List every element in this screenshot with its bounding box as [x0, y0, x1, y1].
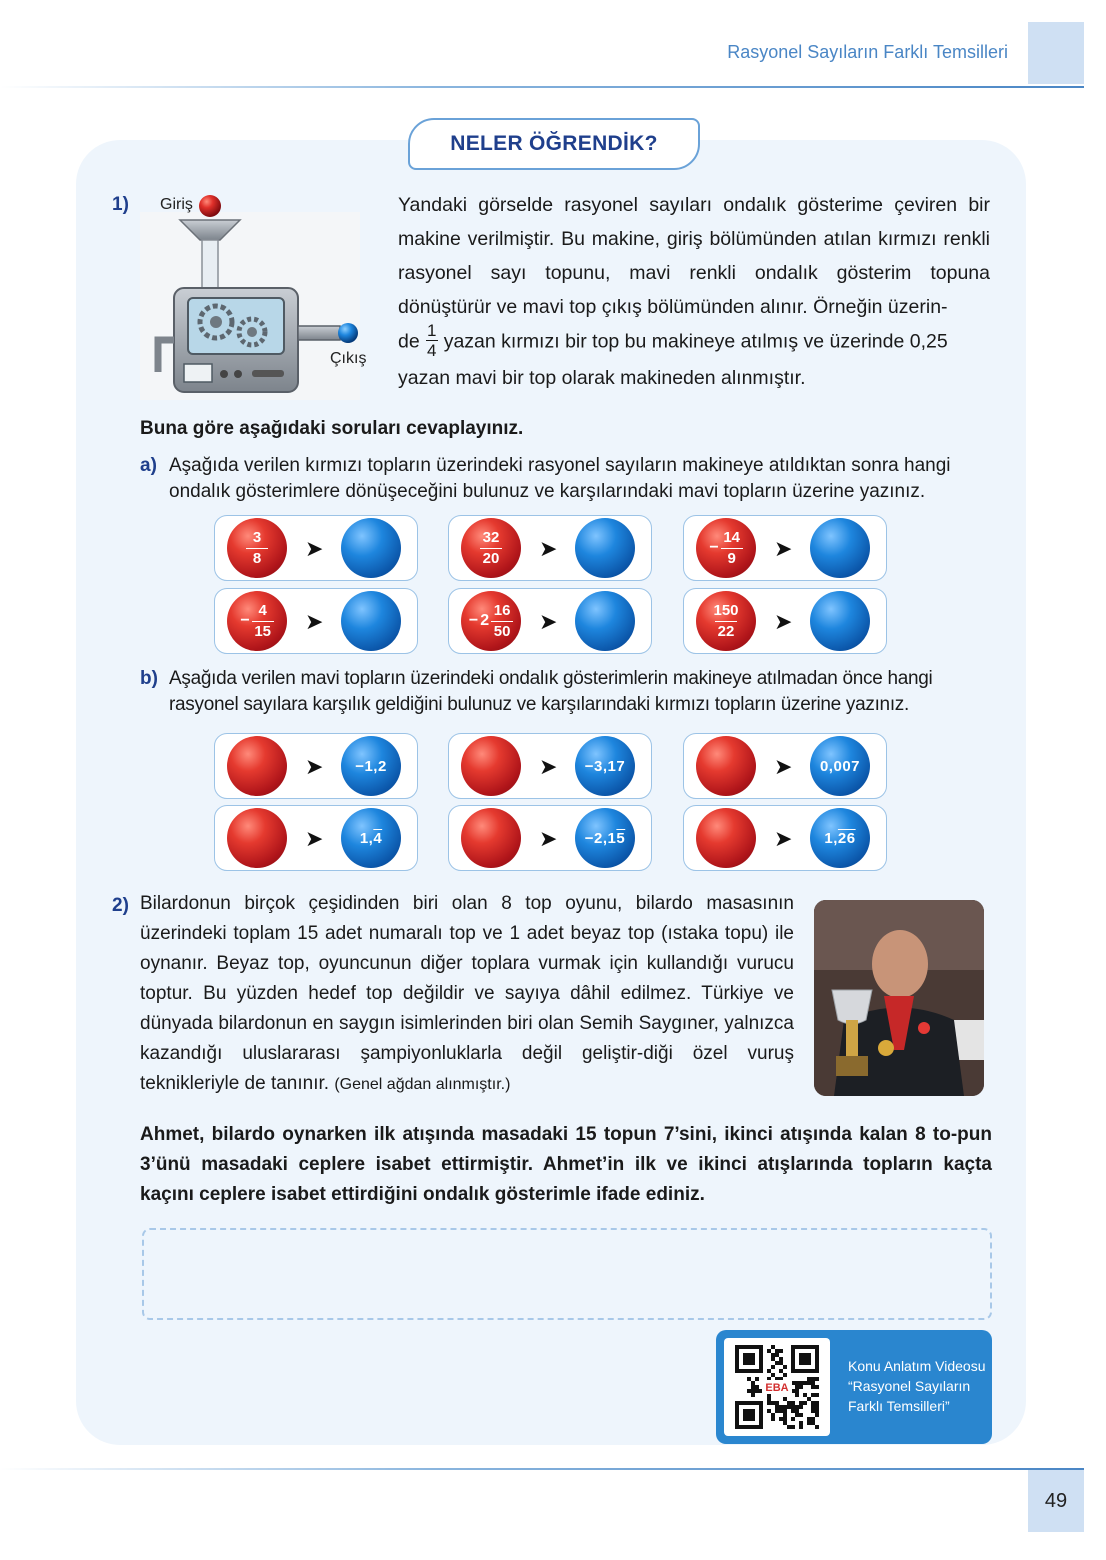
blue-ball-answer[interactable]	[341, 591, 401, 651]
blue-ball-answer[interactable]	[341, 518, 401, 578]
converter-machine-illustration	[140, 190, 370, 400]
fraction	[721, 530, 743, 567]
fraction-sign: −	[240, 612, 250, 629]
red-ball-answer[interactable]	[461, 808, 521, 868]
fraction-numerator: 16	[493, 601, 511, 619]
blue-ball	[341, 808, 401, 868]
red-ball-answer[interactable]	[696, 736, 756, 796]
question-2-source: (Genel ağdan alınmıştır.)	[334, 1076, 511, 1093]
video-caption-line-2: “Rasyonel Sayıların	[848, 1378, 971, 1394]
fraction-whole: 2	[480, 612, 490, 629]
fraction-denominator: 9	[727, 549, 736, 567]
red-ball	[461, 518, 521, 578]
ball-pair	[214, 515, 418, 581]
fraction	[246, 530, 268, 567]
fraction-label	[246, 530, 268, 567]
example-fraction-numerator: 1	[426, 321, 437, 340]
arrow-icon: ➤	[539, 826, 558, 851]
decimal-suffix: 17	[607, 757, 626, 775]
video-link-card[interactable]	[716, 1330, 992, 1444]
fraction-bar	[480, 548, 502, 549]
fraction-bar	[246, 548, 268, 549]
decimal-label	[585, 758, 625, 775]
red-ball-answer[interactable]	[696, 808, 756, 868]
fraction	[480, 530, 502, 567]
blue-ball-answer[interactable]	[810, 518, 870, 578]
paragraph-part-1: Yandaki görselde rasyonel sayıları ondalık gösterime çeviren bir makine verilmiştir. Bu makine, giriş bölümünden atılan kırmızı renkli rasyonel sayı topunu, mavi renkli ondalık gösterim topuna dönüştürür ve mavi top çıkış bölümünden alınır. Örneğin üzerin-	[398, 194, 990, 318]
sub-question-b-text: Aşağıda verilen mavi topların üzerindeki ondalık gösterimlerin makineye atılmadan önce hangi rasyonel sayılara karşılık geldiğini bulunuz ve karşılarındaki kırmızı topların üzerine yazınız.	[169, 668, 933, 715]
decimal-repeating-part: 4	[373, 829, 383, 847]
page-number: 49	[1028, 1470, 1084, 1532]
answer-box[interactable]	[142, 1228, 992, 1320]
sub-question-a-letter: a)	[140, 455, 157, 476]
decimal-label	[585, 830, 625, 847]
red-ball	[227, 591, 287, 651]
decimal-prefix: 1,	[359, 829, 374, 847]
decimal-prefix: −3,	[584, 757, 608, 775]
arrow-icon: ➤	[774, 754, 793, 779]
question-1-paragraph	[398, 188, 990, 395]
red-ball	[696, 591, 756, 651]
red-ball	[461, 591, 521, 651]
ball-pair	[683, 805, 887, 871]
machine-input-label: Giriş	[160, 196, 193, 213]
blue-ball	[810, 736, 870, 796]
arrow-icon: ➤	[305, 826, 324, 851]
question-2-number: 2)	[112, 895, 129, 916]
fraction-numerator: 14	[723, 528, 741, 546]
fraction-bar	[721, 548, 743, 549]
section-banner: NELER ÖĞRENDİK?	[408, 118, 700, 170]
blue-ball-answer[interactable]	[810, 591, 870, 651]
arrow-icon: ➤	[774, 826, 793, 851]
ball-pair	[683, 588, 887, 654]
example-fraction	[426, 322, 438, 359]
fraction-sign: −	[709, 539, 719, 556]
arrow-icon: ➤	[539, 609, 558, 634]
qr-code[interactable]	[724, 1338, 830, 1436]
arrow-icon: ➤	[539, 754, 558, 779]
header-divider	[0, 86, 1084, 88]
blue-ball	[810, 808, 870, 868]
arrow-icon: ➤	[305, 536, 324, 561]
fraction-sign: −	[468, 612, 479, 629]
decimal-prefix: −2,1	[584, 829, 617, 847]
video-caption	[848, 1356, 988, 1416]
sub-question-b-letter: b)	[140, 668, 158, 689]
decimal-label	[820, 758, 860, 775]
machine-output-label: Çıkış	[330, 350, 367, 367]
question-2-paragraph	[140, 889, 794, 1100]
arrow-icon: ➤	[539, 536, 558, 561]
decimal-prefix: 1,	[824, 829, 838, 847]
red-ball	[227, 518, 287, 578]
red-ball-answer[interactable]	[227, 808, 287, 868]
ball-pair	[448, 588, 652, 654]
qr-badge-text: EBA	[765, 1382, 789, 1394]
paragraph-part-2: yazan kırmızı bir top bu makineye atılmış ve üzerinde 0,25	[443, 330, 948, 353]
example-fraction-denominator: 4	[426, 341, 437, 360]
blue-ball	[575, 808, 635, 868]
fraction-denominator: 50	[493, 622, 511, 640]
fraction-numerator: 3	[252, 528, 262, 546]
footer-divider	[0, 1468, 1084, 1470]
ball-pair	[448, 515, 652, 581]
fraction-label	[240, 603, 273, 640]
video-caption-line-1: Konu Anlatım Videosu	[848, 1358, 986, 1374]
fraction-numerator: 4	[258, 601, 267, 619]
arrow-icon: ➤	[774, 609, 793, 634]
fraction-denominator: 8	[252, 549, 262, 567]
decimal-prefix: 0,007	[819, 757, 861, 775]
arrow-icon: ➤	[774, 536, 793, 561]
fraction-denominator: 20	[482, 549, 500, 567]
question-2-text: Bilardonun birçok çeşidinden biri olan 8 top oyunu, bilardo masasının üzerindeki toplam 15 adet numaralı top ve 1 adet beyaz top (ıstaka topu) ile oynanır. Beyaz top, oyuncunun diğer toplara vurmak için kullandığı vurucu toptur. Bu yüzden hedef top değildir ve sayıya dâhil edilmez. Türkiye ve dünyada bilardonun en saygın isimlerinden biri olan Semih Saygıner, yalnızca kazandığı uluslararası şampiyonluklarla değil geliştir-diği özel vuruş teknikleriyle de tanınır.	[140, 893, 794, 1094]
decimal-label	[824, 830, 855, 847]
player-photo-graphic	[814, 900, 984, 1096]
red-ball-answer[interactable]	[461, 736, 521, 796]
blue-ball-answer[interactable]	[575, 591, 635, 651]
fraction-label	[469, 603, 513, 640]
fraction-bar	[491, 621, 513, 622]
fraction	[713, 603, 738, 640]
running-header-title: Rasyonel Sayıların Farklı Temsilleri	[727, 42, 1008, 62]
fraction	[252, 603, 274, 640]
header-tab	[1028, 22, 1084, 84]
ball-pair	[448, 805, 652, 871]
decimal-repeating-part: 5	[616, 829, 626, 847]
qr-code-graphic	[724, 1338, 830, 1436]
red-ball	[696, 518, 756, 578]
fraction-denominator: 22	[717, 622, 735, 640]
question-2-task: Ahmet, bilardo oynarken ilk atışında masadaki 15 topun 7’sini, ikinci atışında kalan 8 to-pun 3’ünü masadaki ceplere isabet ettirmiştir. Ahmet’in ilk ve ikinci atışlarında topların kaçta kaçını ceplere isabet ettirdiğini ondalık gösterimle ifade ediniz.	[140, 1124, 992, 1205]
blue-ball	[575, 736, 635, 796]
question-1-number: 1)	[112, 194, 129, 215]
ball-pair	[214, 588, 418, 654]
player-photo	[814, 900, 984, 1096]
decimal-repeating-part: 26	[837, 829, 856, 847]
ball-pair	[214, 733, 418, 799]
blue-ball	[341, 736, 401, 796]
blue-ball-answer[interactable]	[575, 518, 635, 578]
paragraph-part-3: yazan mavi bir top olarak makineden alınmıştır.	[398, 367, 806, 389]
red-ball-answer[interactable]	[227, 736, 287, 796]
fraction-bar	[715, 621, 737, 622]
sub-question-a-text: Aşağıda verilen kırmızı topların üzerindeki rasyonel sayıların makineye atıldıktan sonra hangi ondalık gösterimlere dönüşeceğini bulunuz ve karşılarındaki mavi topların üzerine yazınız.	[169, 455, 951, 502]
ball-pair	[683, 515, 887, 581]
arrow-icon: ➤	[305, 754, 324, 779]
fraction-bar	[252, 621, 274, 622]
decimal-label	[355, 758, 387, 775]
fraction-label	[480, 530, 502, 567]
fraction-denominator: 15	[254, 622, 272, 640]
machine-graphic	[140, 190, 370, 400]
ball-pair	[683, 733, 887, 799]
fraction-numerator: 32	[482, 528, 500, 546]
paragraph-de: de	[398, 330, 420, 353]
fraction	[491, 603, 513, 640]
fraction-label	[713, 603, 738, 640]
question-1-instruction: Buna göre aşağıdaki soruları cevaplayınız.	[140, 418, 524, 439]
decimal-prefix: −1,	[355, 757, 378, 775]
video-caption-line-3: Farklı Temsilleri”	[848, 1398, 950, 1414]
fraction-numerator: 150	[713, 601, 739, 619]
fraction-label	[709, 530, 742, 567]
decimal-label	[360, 830, 382, 847]
ball-pair	[214, 805, 418, 871]
decimal-suffix: 2	[377, 757, 387, 775]
arrow-icon: ➤	[305, 609, 324, 634]
ball-pair	[448, 733, 652, 799]
